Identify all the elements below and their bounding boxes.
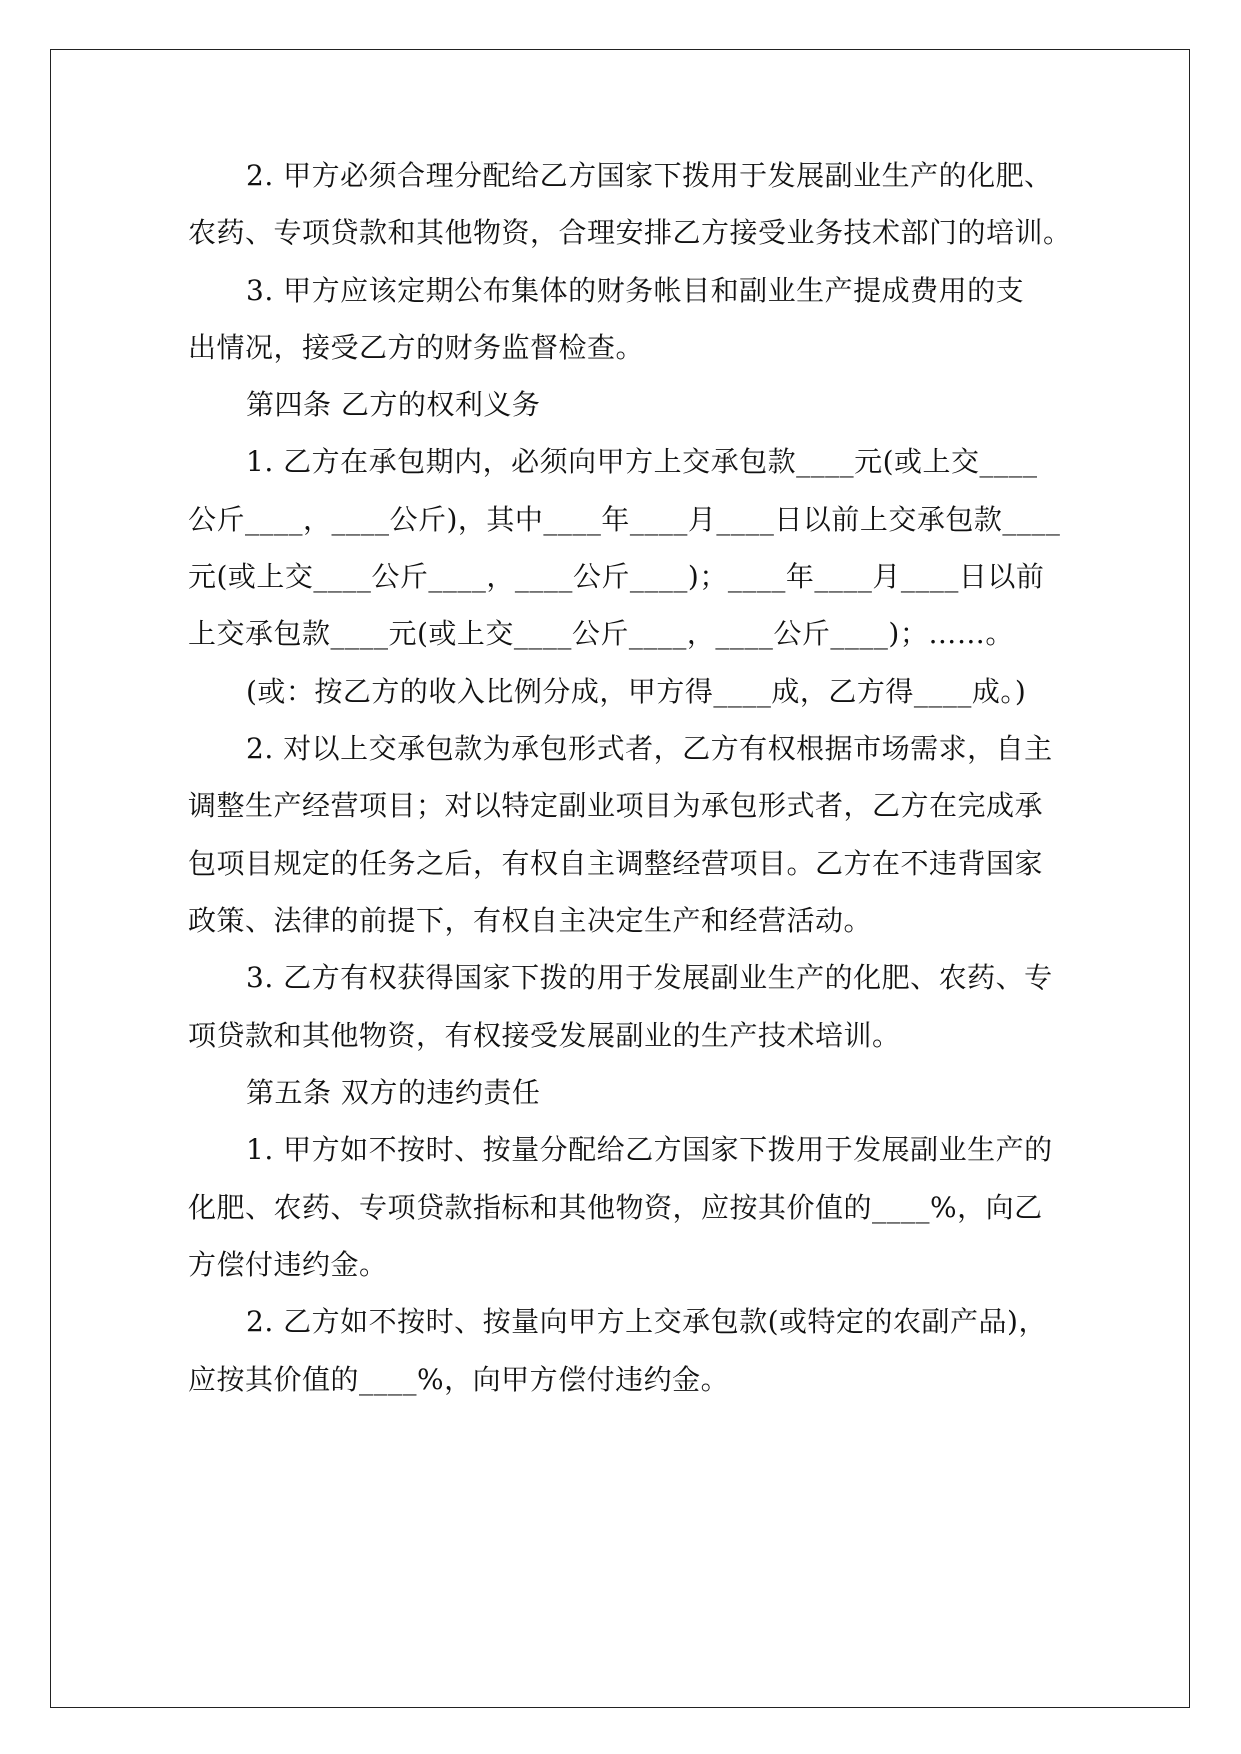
text-line: (或：按乙方的收入比例分成，甲方得____成，乙方得____成。) bbox=[246, 675, 1027, 708]
text-line: 1. 乙方在承包期内，必须向甲方上交承包款____元(或上交____ bbox=[246, 445, 1038, 478]
section-heading: 第四条 乙方的权利义务 bbox=[246, 388, 541, 421]
text-line: 应按其价值的____%，向甲方偿付违约金。 bbox=[188, 1363, 730, 1396]
text-line: 包项目规定的任务之后，有权自主调整经营项目。乙方在不违背国家 bbox=[188, 847, 1044, 880]
text-line: 公斤____，____公斤)，其中____年____月____日以前上交承包款____ bbox=[188, 503, 1061, 536]
text-line: 政策、法律的前提下，有权自主决定生产和经营活动。 bbox=[188, 904, 873, 937]
text-line: 调整生产经营项目；对以特定副业项目为承包形式者，乙方在完成承 bbox=[188, 789, 1044, 822]
text-line: 项贷款和其他物资，有权接受发展副业的生产技术培训。 bbox=[188, 1019, 901, 1052]
text-line: 1. 甲方如不按时、按量分配给乙方国家下拨用于发展副业生产的 bbox=[246, 1133, 1053, 1166]
text-line: 方偿付违约金。 bbox=[188, 1248, 388, 1281]
text-line: 2. 乙方如不按时、按量向甲方上交承包款(或特定的农副产品)， bbox=[246, 1305, 1047, 1338]
text-line: 2. 对以上交承包款为承包形式者，乙方有权根据市场需求，自主 bbox=[246, 732, 1053, 765]
text-line: 出情况，接受乙方的财务监督检查。 bbox=[188, 331, 645, 364]
text-line: 3. 甲方应该定期公布集体的财务帐目和副业生产提成费用的支 bbox=[246, 274, 1025, 307]
text-line: 上交承包款____元(或上交____公斤____，____公斤____)；……。 bbox=[188, 617, 1014, 650]
text-line: 元(或上交____公斤____，____公斤____)；____年____月____日以前 bbox=[188, 560, 1045, 593]
text-line: 3. 乙方有权获得国家下拨的用于发展副业生产的化肥、农药、专 bbox=[246, 961, 1053, 994]
text-line: 2. 甲方必须合理分配给乙方国家下拨用于发展副业生产的化肥、 bbox=[246, 159, 1053, 192]
text-line: 化肥、农药、专项贷款指标和其他物资，应按其价值的____%，向乙 bbox=[188, 1191, 1043, 1224]
section-heading: 第五条 双方的违约责任 bbox=[246, 1076, 541, 1109]
text-line: 农药、专项贷款和其他物资，合理安排乙方接受业务技术部门的培训。 bbox=[188, 216, 1072, 249]
